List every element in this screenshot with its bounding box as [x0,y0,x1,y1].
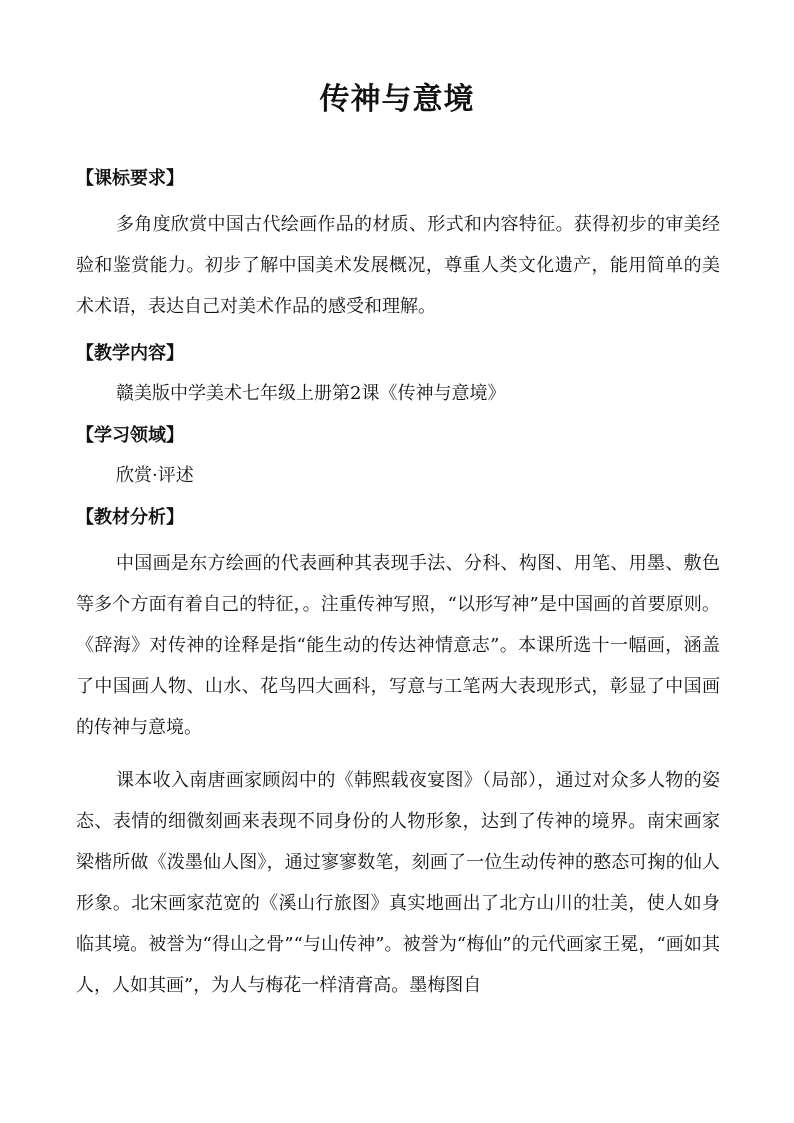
domain-text: 欣赏·评述 [116,465,194,486]
document-body [76,164,720,1006]
section-heading-domain: 【学习领域】 [76,425,184,446]
analysis-paragraph-2: 课本收入南唐画家顾闳中的《韩熙载夜宴图》（局部），通过对众多人物的姿态、表情的细微刻画来表现不同身份的人物形象，达到了传神的境界。南宋画家梁楷所做《泼墨仙人图》，通过寥寥数笔，刻画了一位生动传神的憨态可掬的仙人形象。北宋画家范宽的《溪山行旅图》真实地画出了北方山川的壮美，使人如身临其境。被誉为“得山之骨”“与山传神”。被誉为“梅仙”的元代画家王冕，“画如其人，人如其画”，为人与梅花一样清膏高。墨梅图自 [76,770,720,996]
document-title: 传神与意境 [319,82,475,117]
section-heading-content: 【教学内容】 [76,343,184,364]
section-heading-analysis: 【教材分析】 [76,507,184,528]
analysis-paragraph-1: 中国画是东方绘画的代表画种其表现手法、分科、构图、用笔、用墨、敷色等多个方面有着自己的特征，。注重传神写照，“以形写神”是中国画的首要原则。《辞海》对传神的诠释是指“能生动的传达神情意志”。本课所选十一幅画，涵盖了中国画人物、山水、花鸟四大画科，写意与工笔两大表现形式，彰显了中国画的传神与意境。 [76,553,720,738]
section-heading-standard: 【课标要求】 [76,168,184,189]
content-text: 赣美版中学美术七年级上册第2课《传神与意境》 [116,383,506,404]
standard-paragraph: 多角度欣赏中国古代绘画作品的材质、形式和内容特征。获得初步的审美经验和鉴赏能力。初步了解中国美术发展概况，尊重人类文化遗产，能用简单的美术术语，表达自己对美术作品的感受和理解。 [76,214,720,317]
